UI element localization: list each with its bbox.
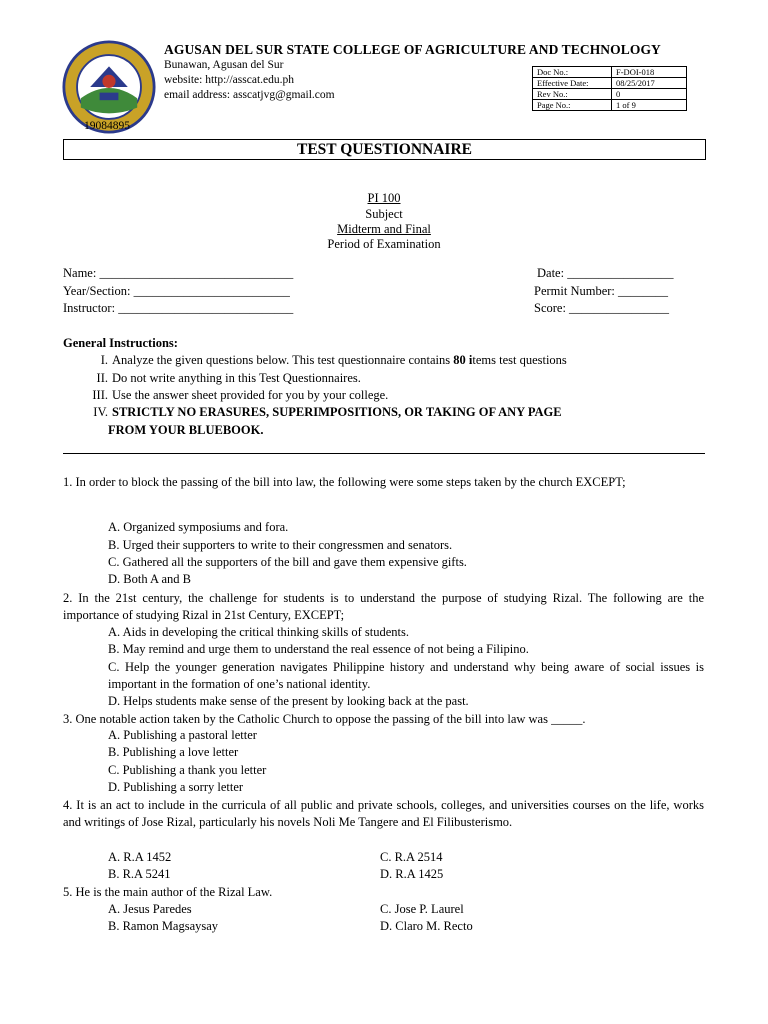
score-field: Score: ________________ <box>534 301 670 315</box>
option: D. R.A 1425 <box>380 867 444 881</box>
question-2: 2. In the 21st century, the challenge for students is to understand the purpose of studying Rizal. The following are the importance of studying Rizal in 21st Century, EXCEPT; <box>63 591 704 622</box>
permit-field: Permit Number: ________ <box>534 284 669 298</box>
instructor-field: Instructor: ____________________________ <box>63 301 294 315</box>
option: B. Publishing a love letter <box>108 745 239 759</box>
instruction-item: IV. STRICTLY NO ERASURES, SUPERIMPOSITIONS, OR TAKING OF ANY PAGE <box>93 405 562 419</box>
question-4: 4. It is an act to include in the curricula of all public and private schools, colleges, and universities courses on the life, works and writings of Jose Rizal, particularly his novels Noli Me Tangere and El Filibusterismo. <box>63 798 704 829</box>
document-code: 19084895 <box>84 120 130 132</box>
college-website: website: http://asscat.edu.ph <box>164 74 294 86</box>
question-5: 5. He is the main author of the Rizal Law. <box>63 885 273 899</box>
date-field: Date: _________________ <box>537 266 674 280</box>
instruction-item-continued: FROM YOUR BLUEBOOK. <box>108 423 264 437</box>
option: A. Publishing a pastoral letter <box>108 728 257 742</box>
option: D. Publishing a sorry letter <box>108 780 244 794</box>
doc-info-row: Effective Date: 08/25/2017 <box>533 78 687 89</box>
year-section-field: Year/Section: _________________________ <box>63 284 290 298</box>
option: B. Urged their supporters to write to their congressmen and senators. <box>108 538 453 552</box>
name-field: Name: _______________________________ <box>63 266 294 280</box>
option: A. Aids in developing the critical thinking skills of students. <box>108 625 410 639</box>
option: D. Helps students make sense of the present by looking back at the past. <box>108 694 469 708</box>
option: D. Both A and B <box>108 572 191 586</box>
option: B. Ramon Magsaysay <box>108 919 219 933</box>
college-name: AGUSAN DEL SUR STATE COLLEGE OF AGRICULTURE AND TECHNOLOGY <box>164 42 661 57</box>
instruction-item: III. Use the answer sheet provided for you by your college. <box>92 388 389 402</box>
option: D. Claro M. Recto <box>380 919 473 933</box>
instruction-item: II. Do not write anything in this Test Questionnaires. <box>96 371 361 385</box>
college-email: email address: asscatjvg@gmail.com <box>164 89 335 101</box>
option: B. May remind and urge them to understand the real essence of not being a Filipino. <box>108 642 529 656</box>
instructions-heading: General Instructions: <box>63 336 178 350</box>
divider <box>63 453 705 454</box>
subject-label: Subject <box>365 207 403 221</box>
instruction-item: I. Analyze the given questions below. This test questionnaire contains 80 items test questions <box>100 353 567 367</box>
option: A. R.A 1452 <box>108 850 172 864</box>
doc-info-row: Rev No.: 0 <box>533 89 687 100</box>
option: C. Gathered all the supporters of the bill and gave them expensive gifts. <box>108 555 467 569</box>
page-title: TEST QUESTIONNAIRE <box>63 139 706 160</box>
college-address: Bunawan, Agusan del Sur <box>164 59 284 71</box>
doc-info-row: Doc No.: F-DOI-018 <box>533 67 687 78</box>
option: C. Jose P. Laurel <box>380 902 464 916</box>
option: C. Help the younger generation navigates Philippine history and understand why being aware of social issues is important in the formation of one’s national identity. <box>108 660 704 691</box>
option: C. Publishing a thank you letter <box>108 763 267 777</box>
period-value: Midterm and Final <box>337 222 431 236</box>
document-info-table <box>532 66 687 111</box>
doc-info-row: Page No.: 1 of 9 <box>533 100 687 111</box>
period-label: Period of Examination <box>327 237 441 251</box>
question-3: 3. One notable action taken by the Catholic Church to oppose the passing of the bill into law was _____. <box>63 712 586 726</box>
subject-code: PI 100 <box>367 191 401 205</box>
question-1: 1. In order to block the passing of the bill into law, the following were some steps taken by the church EXCEPT; <box>63 475 626 489</box>
option: A. Jesus Paredes <box>108 902 192 916</box>
option: B. R.A 5241 <box>108 867 171 881</box>
option: C. R.A 2514 <box>380 850 443 864</box>
option: A. Organized symposiums and fora. <box>108 520 289 534</box>
